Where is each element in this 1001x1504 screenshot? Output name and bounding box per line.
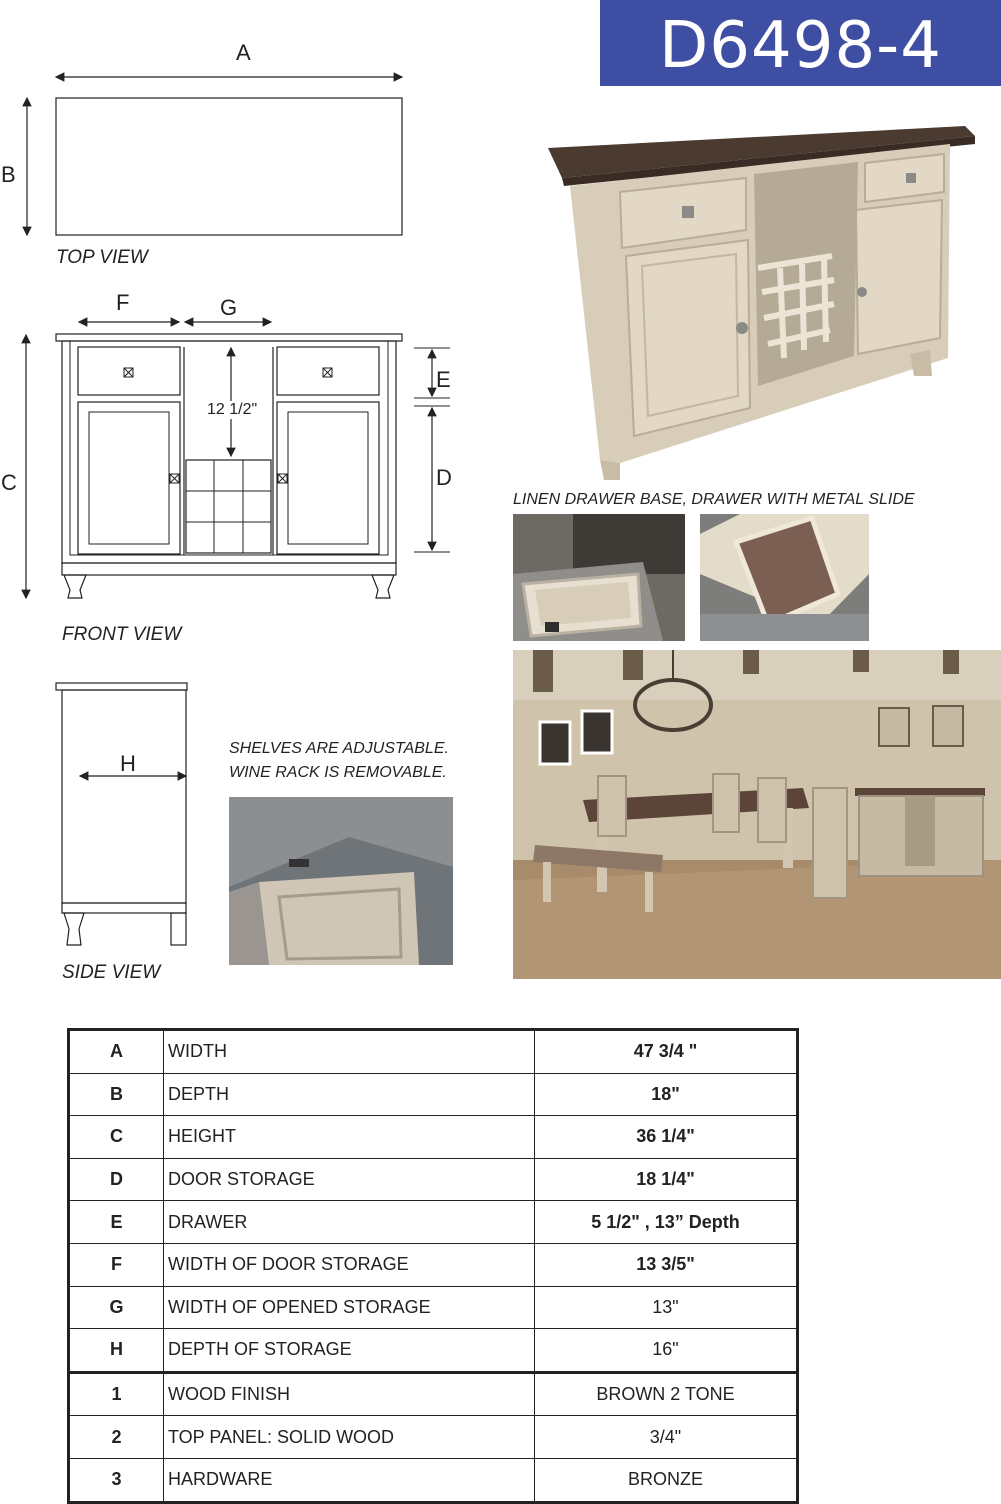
- shelf-detail-photo: [229, 797, 453, 965]
- spec-code: E: [69, 1201, 164, 1244]
- dimension-letter-g: G: [220, 295, 238, 320]
- spec-row: [69, 1372, 798, 1416]
- spec-label: WIDTH OF OPENED STORAGE: [164, 1286, 535, 1329]
- spec-label: WOOD FINISH: [164, 1372, 535, 1416]
- spec-code: 3: [69, 1458, 164, 1502]
- side-view-diagram: [40, 675, 210, 955]
- front-view-diagram: [0, 290, 470, 610]
- spec-row: [69, 1286, 798, 1329]
- spec-value: 47 3/4 ": [535, 1030, 798, 1074]
- spec-label: TOP PANEL: SOLID WOOD: [164, 1416, 535, 1459]
- dimension-letter-d: D: [436, 465, 452, 490]
- spec-row: [69, 1329, 798, 1373]
- dining-room-photo: [513, 650, 1001, 979]
- spec-label: HARDWARE: [164, 1458, 535, 1502]
- spec-row: [69, 1030, 798, 1074]
- spec-value: 13": [535, 1286, 798, 1329]
- spec-label: DOOR STORAGE: [164, 1158, 535, 1201]
- inner-height-label: 12 1/2": [207, 401, 258, 418]
- linen-drawer-photo-2: [700, 514, 869, 641]
- product-code-title: D6498-4: [600, 0, 1001, 86]
- linen-drawer-photo-1: [513, 514, 685, 641]
- spec-value: 16": [535, 1329, 798, 1373]
- spec-code: F: [69, 1243, 164, 1286]
- spec-value: 13 3/5": [535, 1243, 798, 1286]
- spec-value: 18 1/4": [535, 1158, 798, 1201]
- dimension-letter-f: F: [116, 290, 130, 315]
- dimension-letter-h: H: [120, 751, 136, 776]
- specification-table: [67, 1028, 799, 1504]
- spec-code: H: [69, 1329, 164, 1373]
- dimension-letter-e: E: [436, 367, 451, 392]
- dimension-letter-b: B: [1, 162, 16, 187]
- dimension-letter-a: A: [236, 40, 251, 65]
- spec-value: 5 1/2" , 13” Depth: [535, 1201, 798, 1244]
- top-view-label: TOP VIEW: [56, 247, 148, 268]
- spec-code: C: [69, 1116, 164, 1159]
- spec-row: [69, 1416, 798, 1459]
- shelves-caption: SHELVES ARE ADJUSTABLE. WINE RACK IS REMOVABLE.: [229, 740, 449, 781]
- spec-label: HEIGHT: [164, 1116, 535, 1159]
- spec-value: 36 1/4": [535, 1116, 798, 1159]
- spec-row: [69, 1158, 798, 1201]
- spec-row: [69, 1243, 798, 1286]
- spec-code: A: [69, 1030, 164, 1074]
- side-view-label: SIDE VIEW: [62, 962, 161, 983]
- spec-label: DEPTH: [164, 1073, 535, 1116]
- spec-row: [69, 1116, 798, 1159]
- spec-value: BRONZE: [535, 1458, 798, 1502]
- spec-label: WIDTH OF DOOR STORAGE: [164, 1243, 535, 1286]
- spec-row: [69, 1201, 798, 1244]
- spec-row: [69, 1073, 798, 1116]
- spec-code: B: [69, 1073, 164, 1116]
- spec-value: BROWN 2 TONE: [535, 1372, 798, 1416]
- spec-label: DEPTH OF STORAGE: [164, 1329, 535, 1373]
- spec-label: WIDTH: [164, 1030, 535, 1074]
- spec-code: D: [69, 1158, 164, 1201]
- spec-code: G: [69, 1286, 164, 1329]
- linen-drawer-caption: LINEN DRAWER BASE, DRAWER WITH METAL SLIDE: [513, 491, 915, 508]
- sideboard-product-photo: [540, 118, 980, 488]
- spec-label: DRAWER: [164, 1201, 535, 1244]
- spec-code: 1: [69, 1372, 164, 1416]
- spec-value: 18": [535, 1073, 798, 1116]
- spec-code: 2: [69, 1416, 164, 1459]
- dimension-letter-c: C: [1, 470, 17, 495]
- top-view-diagram: [0, 30, 430, 250]
- spec-row: [69, 1458, 798, 1502]
- front-view-label: FRONT VIEW: [62, 624, 182, 645]
- spec-value: 3/4": [535, 1416, 798, 1459]
